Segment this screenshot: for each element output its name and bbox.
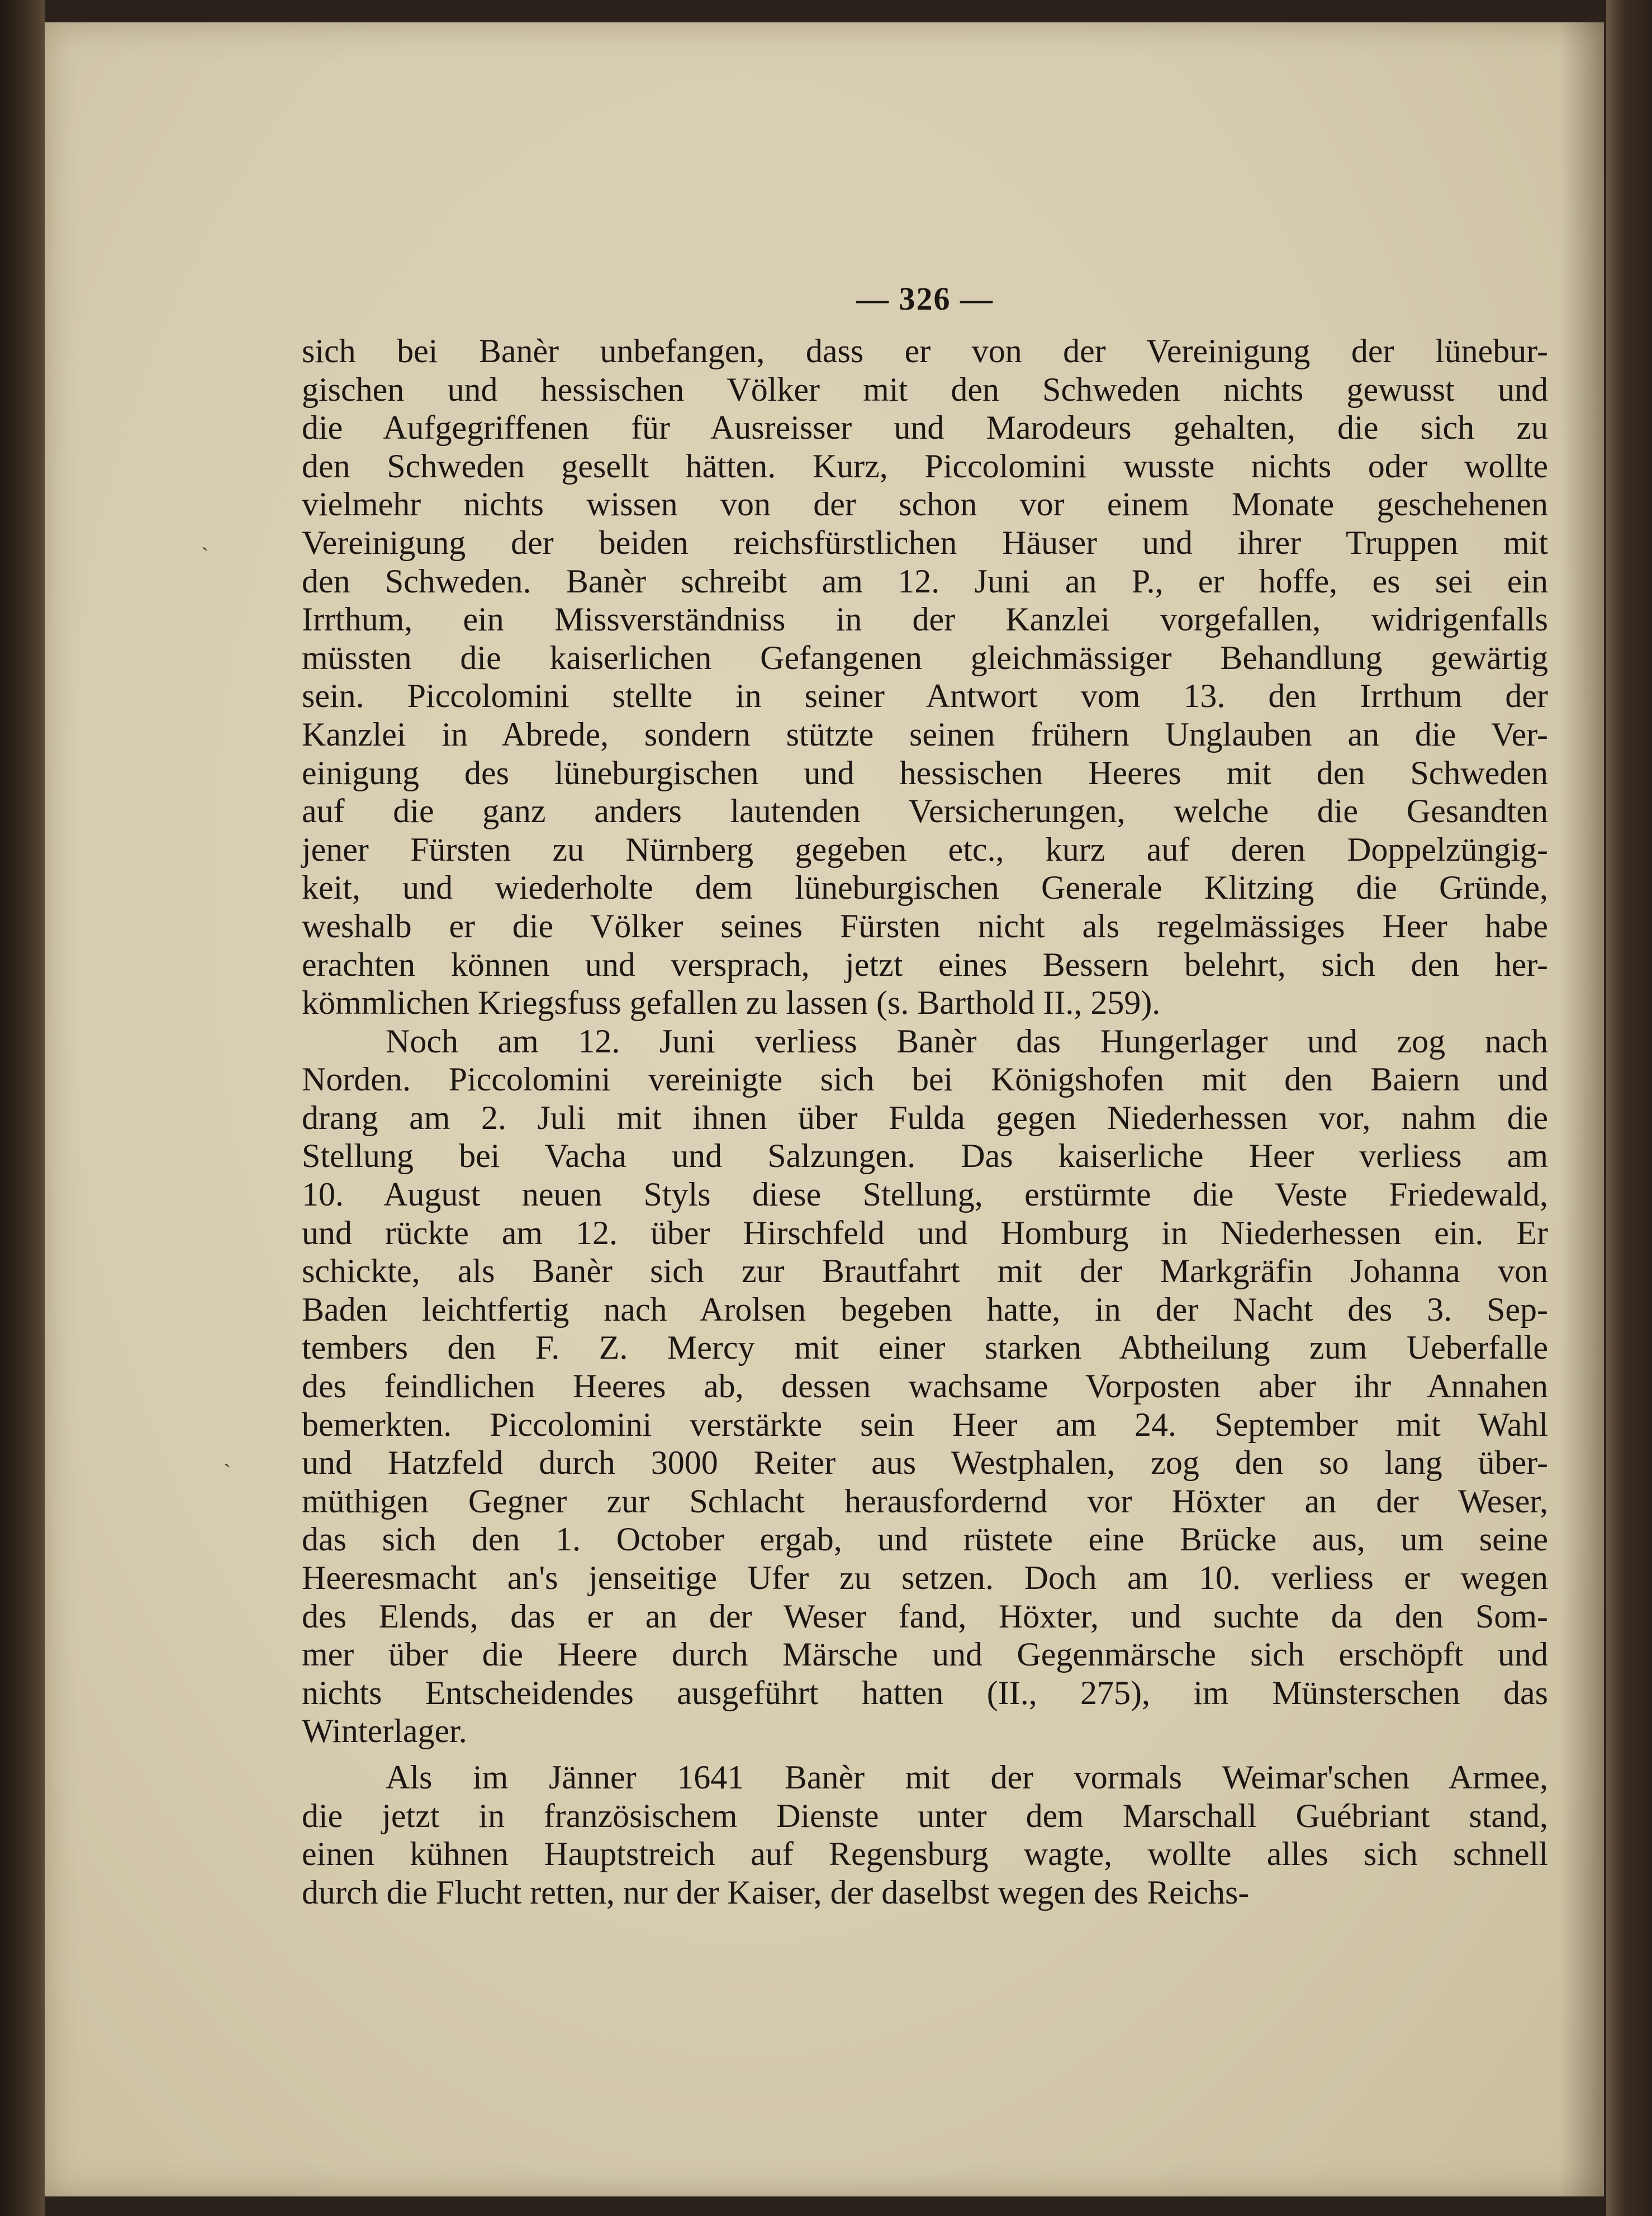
text-line: erachten können und versprach, jetzt eines Bessern belehrt, sich den her- <box>302 946 1548 983</box>
paragraph <box>302 1022 1548 1750</box>
text-line: Vereinigung der beiden reichsfürstlichen Häuser und ihrer Truppen mit <box>302 524 1548 561</box>
text-line: jener Fürsten zu Nürnberg gegeben etc., kurz auf deren Doppelzüngig- <box>302 831 1548 868</box>
text-line: sein. Piccolomini stellte in seiner Antwort vom 13. den Irrthum der <box>302 677 1548 715</box>
text-line: schickte, als Banèr sich zur Brautfahrt mit der Markgräfin Johanna von <box>302 1252 1548 1290</box>
text-line: Heeresmacht an's jenseitige Ufer zu setzen. Doch am 10. verliess er wegen <box>302 1559 1548 1596</box>
text-line: Norden. Piccolomini vereinigte sich bei Königshofen mit den Baiern und <box>302 1061 1548 1098</box>
text-line: die jetzt in französischem Dienste unter dem Marschall Guébriant stand, <box>302 1797 1548 1834</box>
text-line: nichts Entscheidendes ausgeführt hatten (II., 275), im Münsterschen das <box>302 1674 1548 1711</box>
text-line: müthigen Gegner zur Schlacht herausfordernd vor Höxter an der Weser, <box>302 1482 1548 1520</box>
text-line: einen kühnen Hauptstreich auf Regensburg wagte, wollte alles sich schnell <box>302 1835 1548 1873</box>
margin-mark: ˏ <box>224 1442 231 1468</box>
text-line: 10. August neuen Styls diese Stellung, erstürmte die Veste Friedewald, <box>302 1176 1548 1213</box>
text-line: den Schweden. Banèr schreibt am 12. Juni an P., er hoffe, es sei ein <box>302 562 1548 600</box>
text-line: die Aufgegriffenen für Ausreisser und Marodeurs gehalten, die sich zu <box>302 409 1548 447</box>
text-line: durch die Flucht retten, nur der Kaiser, der daselbst wegen des Reichs- <box>302 1873 1250 1911</box>
text-line: müssten die kaiserlichen Gefangenen gleichmässiger Behandlung gewärtig <box>302 639 1548 676</box>
text-line: bemerkten. Piccolomini verstärkte sein Heer am 24. September mit Wahl <box>302 1406 1548 1443</box>
text-line: und rückte am 12. über Hirschfeld und Homburg in Niederhessen ein. Er <box>302 1214 1548 1251</box>
paragraph <box>302 332 1548 1022</box>
text-line: Noch am 12. Juni verliess Banèr das Hungerlager und zog nach <box>386 1022 1548 1060</box>
text-line: des Elends, das er an der Weser fand, Höxter, und suchte da den Som- <box>302 1597 1548 1635</box>
text-line: tembers den F. Z. Mercy mit einer starken Abtheilung zum Ueberfalle <box>302 1329 1548 1366</box>
text-line: drang am 2. Juli mit ihnen über Fulda gegen Niederhessen vor, nahm die <box>302 1099 1548 1136</box>
paragraph-gap <box>302 1750 1548 1758</box>
text-line: weshalb er die Völker seines Fürsten nicht als regelmässiges Heer habe <box>302 907 1548 945</box>
text-line: Winterlager. <box>302 1712 467 1750</box>
text-line: und Hatzfeld durch 3000 Reiter aus Westphalen, zog den so lang über- <box>302 1444 1548 1482</box>
text-line: mer über die Heere durch Märsche und Gegenmärsche sich erschöpft und <box>302 1636 1548 1673</box>
text-line: den Schweden gesellt hätten. Kurz, Piccolomini wusste nichts oder wollte <box>302 447 1548 485</box>
text-line: vielmehr nichts wissen von der schon vor einem Monate geschehenen <box>302 486 1548 523</box>
gutter-shadow <box>1559 22 1604 2196</box>
scan-border-right <box>1606 0 1652 2216</box>
book-page <box>45 22 1604 2196</box>
text-line: keit, und wiederholte dem lüneburgischen Generale Klitzing die Gründe, <box>302 869 1548 907</box>
text-line: einigung des lüneburgischen und hessischen Heeres mit den Schweden <box>302 754 1548 791</box>
text-line: Kanzlei in Abrede, sondern stützte seinen frühern Unglauben an die Ver- <box>302 715 1548 753</box>
text-line: Als im Jänner 1641 Banèr mit der vormals Weimar'schen Armee, <box>386 1758 1548 1796</box>
text-line: Irrthum, ein Missverständniss in der Kanzlei vorgefallen, widrigenfalls <box>302 601 1548 638</box>
page-text <box>302 279 1548 1911</box>
text-line: des feindlichen Heeres ab, dessen wachsame Vorposten aber ihr Annahen <box>302 1368 1548 1405</box>
text-line: sich bei Banèr unbefangen, dass er von der Vereinigung der lünebur- <box>302 333 1548 369</box>
margin-mark: ˏ <box>201 526 209 552</box>
text-line: auf die ganz anders lautenden Versicherungen, welche die Gesandten <box>302 793 1548 830</box>
text-line: Baden leichtfertig nach Arolsen begeben hatte, in der Nacht des 3. Sep- <box>302 1290 1548 1328</box>
scan-border-left <box>0 0 45 2216</box>
paragraphs <box>302 332 1548 1911</box>
paragraph <box>302 1758 1548 1911</box>
page-number: — 326 — <box>856 281 994 317</box>
text-line: kömmlichen Kriegsfuss gefallen zu lassen (s. Barthold II., 259). <box>302 984 1161 1022</box>
text-line: Stellung bei Vacha und Salzungen. Das kaiserliche Heer verliess am <box>302 1137 1548 1175</box>
text-line: gischen und hessischen Völker mit den Schweden nichts gewusst und <box>302 371 1548 408</box>
text-line: das sich den 1. October ergab, und rüstete eine Brücke aus, um seine <box>302 1521 1548 1558</box>
